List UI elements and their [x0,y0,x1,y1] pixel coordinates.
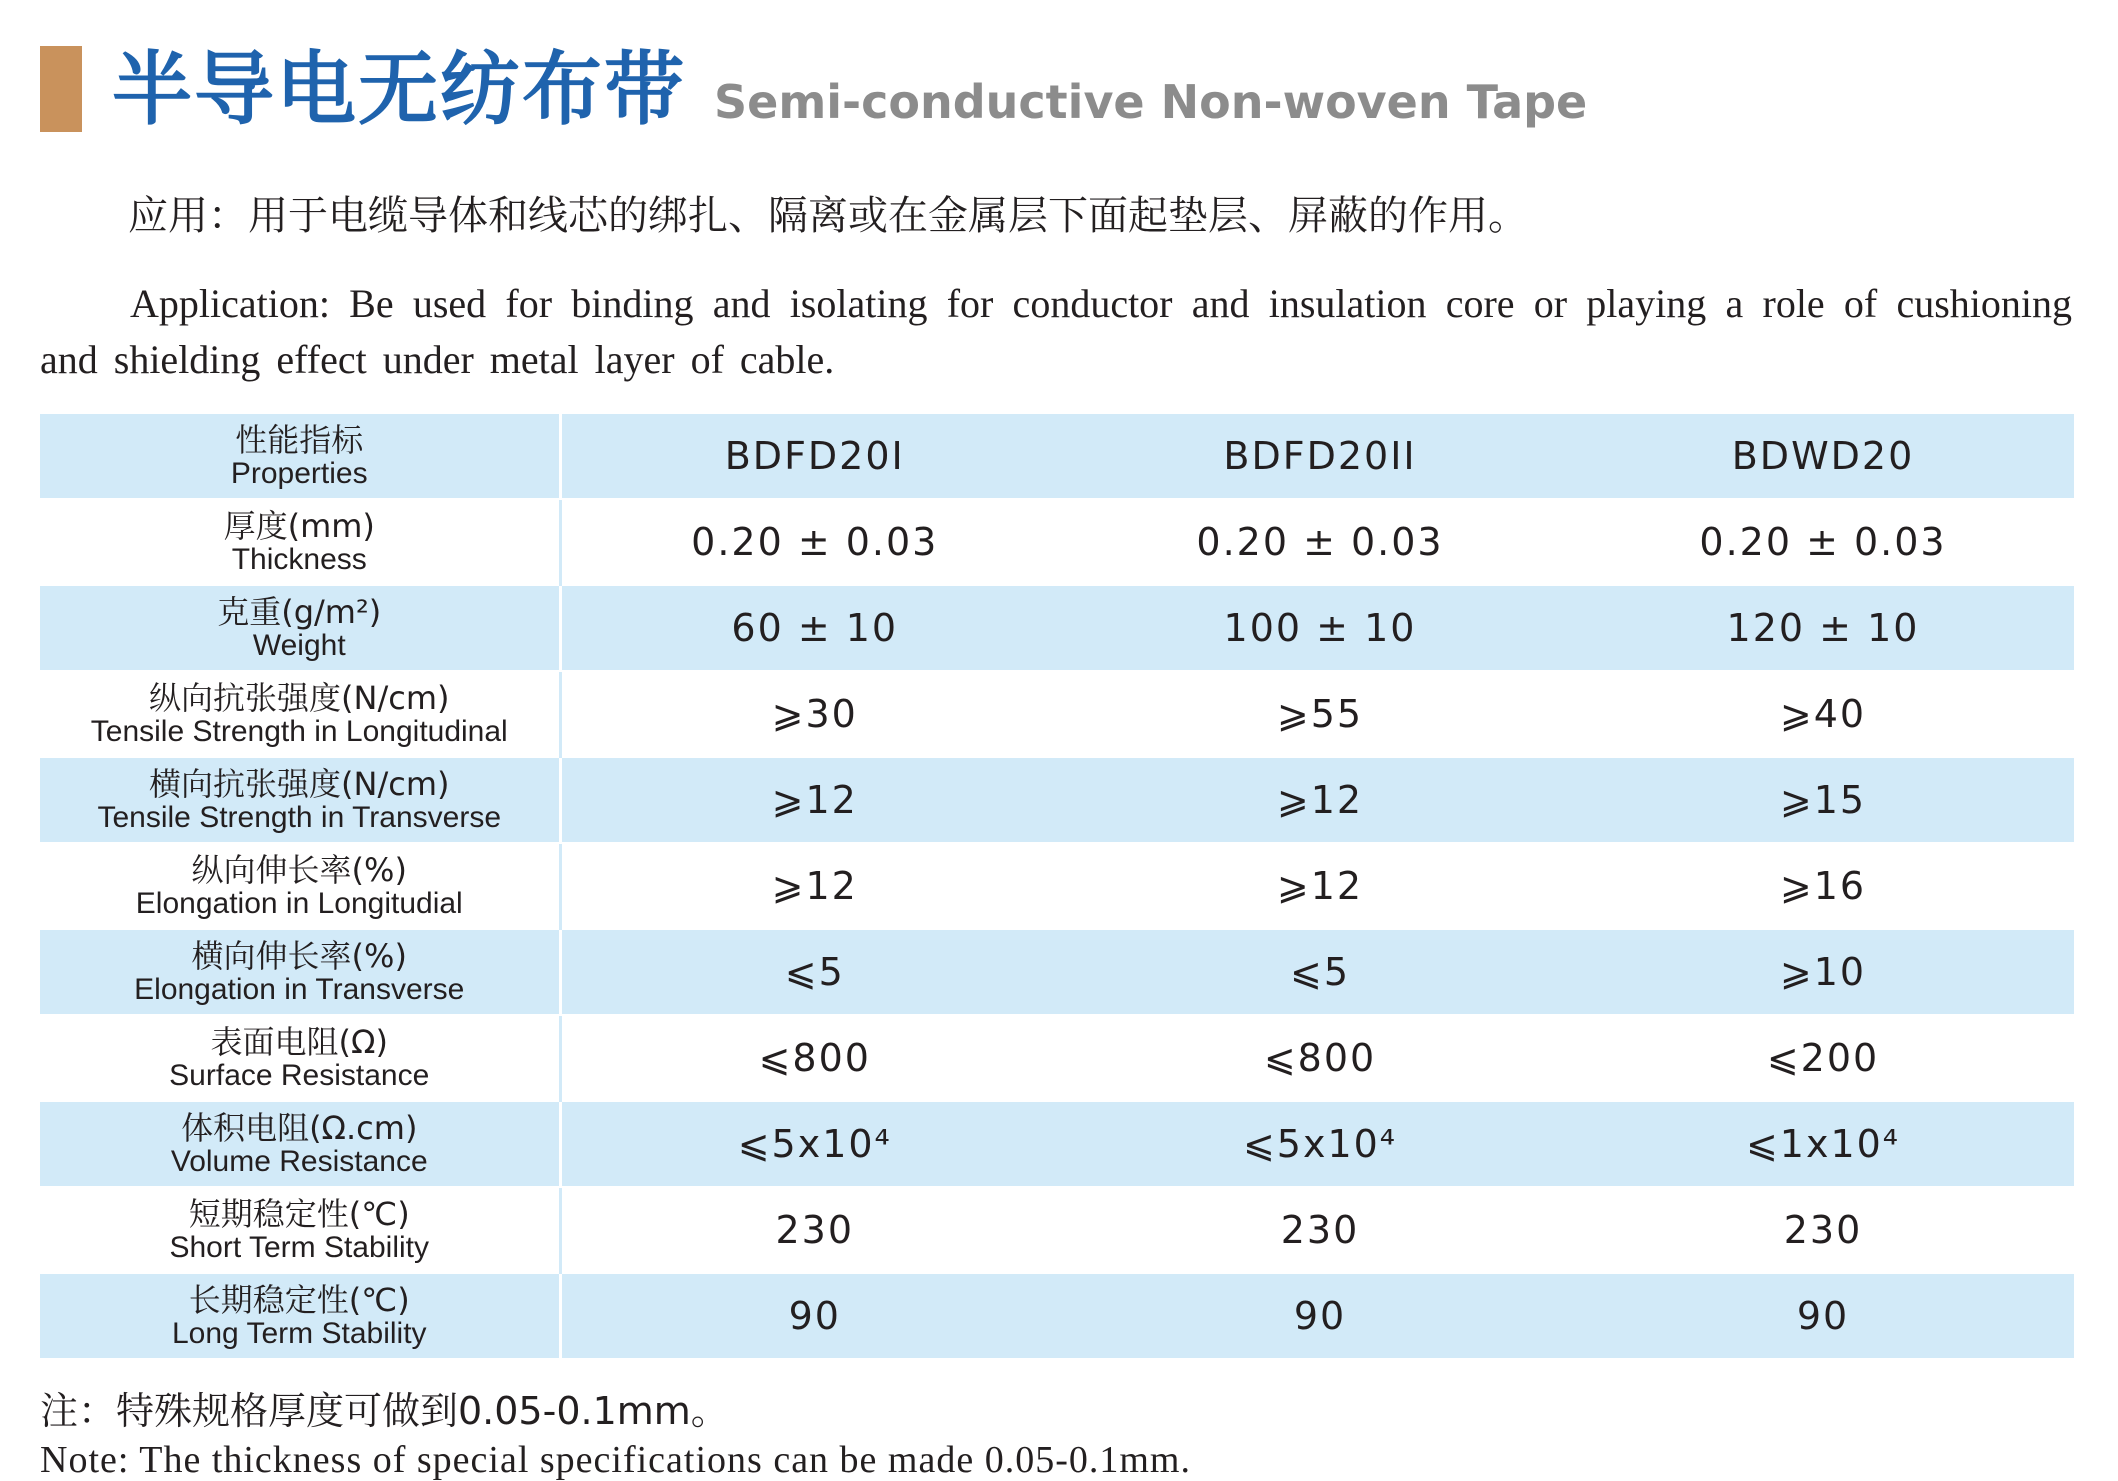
value-cell [1068,585,1572,671]
cell-value: ⩾55 [1276,692,1364,736]
value-cell [1572,929,2074,1015]
row-label-cell [40,1015,560,1101]
row-label-en: Surface Resistance [169,1059,430,1092]
row-label-cell [40,843,560,929]
row-label-en: Elongation in Longitudial [135,887,463,920]
row-label-cell [40,585,560,671]
cell-value: 230 [1280,1208,1360,1252]
cell-value: ⩾16 [1779,864,1867,908]
page-title-en: Semi-conductive Non-woven Tape [714,75,1588,129]
table-row [40,1015,2074,1101]
table-row [40,585,2074,671]
row-label-en: Volume Resistance [170,1145,428,1178]
row-label-en: Thickness [231,543,367,576]
cell-value: ⩽800 [758,1036,871,1080]
header-label-cell [40,414,560,499]
row-label-cell [40,929,560,1015]
row-label-cn: 克重(g/m²) [217,593,382,631]
value-cell [560,671,1068,757]
cell-value: ⩽800 [1263,1036,1377,1080]
cell-value: ⩾30 [771,692,858,736]
note-text-cn: 注：特殊规格厚度可做到0.05-0.1mm。 [40,1389,729,1433]
cell-value: ⩾15 [1779,778,1867,822]
value-cell [1068,1015,1572,1101]
header-label-cn: 性能指标 [235,421,364,459]
value-cell [1572,1015,2074,1101]
value-cell [1068,757,1572,843]
cell-value: ⩾12 [1276,778,1364,822]
row-label-en: Long Term Stability [171,1317,427,1350]
application-text-cn: 应用：用于电缆导体和线芯的绑扎、隔离或在金属层下面起垫层、屏蔽的作用。 [128,193,1528,239]
cell-value: ⩾10 [1779,950,1867,994]
table-row [40,843,2074,929]
table-row [40,1273,2074,1359]
column-header-text: BDFD20I [724,434,905,478]
table-row [40,757,2074,843]
row-label-cn: 表面电阻(Ω) [210,1023,388,1061]
value-cell [560,929,1068,1015]
table-row [40,929,2074,1015]
column-header [1068,414,1572,499]
value-cell [560,1187,1068,1273]
value-cell [1572,1187,2074,1273]
cell-value: 0.20 ± 0.03 [691,520,939,564]
cell-value: ⩽5x10⁴ [737,1122,892,1166]
row-label-cn: 短期稳定性(℃) [188,1195,410,1233]
value-cell [1572,1101,2074,1187]
row-label-cn: 横向伸长率(%) [191,937,407,975]
cell-value: 0.20 ± 0.03 [1699,520,1947,564]
cell-value: 0.20 ± 0.03 [1196,520,1444,564]
row-label-cell [40,1187,560,1273]
row-label-cn: 横向抗张强度(N/cm) [149,765,450,803]
value-cell [1572,757,2074,843]
table-row [40,499,2074,585]
cell-value: ⩽1x10⁴ [1745,1122,1901,1166]
page-title-cn: 半导电无纺布带 [112,43,686,136]
table-header-row [40,414,2074,499]
column-header [560,414,1068,499]
cell-value: ⩽5 [784,950,845,994]
value-cell [1572,585,2074,671]
value-cell [1572,1273,2074,1359]
value-cell [1572,843,2074,929]
value-cell [1068,671,1572,757]
table-row [40,1187,2074,1273]
value-cell [1572,499,2074,585]
value-cell [560,1015,1068,1101]
column-header [1572,414,2074,499]
row-label-en: Short Term Stability [169,1231,430,1264]
table-row [40,1101,2074,1187]
row-label-cn: 纵向伸长率(%) [191,851,407,889]
value-cell [560,1101,1068,1187]
title-accent-bar [40,46,82,132]
cell-value: 100 ± 10 [1223,606,1417,650]
value-cell [1068,1187,1572,1273]
row-label-cn: 体积电阻(Ω.cm) [181,1109,418,1147]
cell-value: 230 [1783,1208,1863,1252]
cell-value: ⩾12 [771,864,858,908]
row-label-en: Weight [252,629,346,662]
cell-value: 120 ± 10 [1726,606,1920,650]
cell-value: 60 ± 10 [731,606,899,650]
row-label-en: Tensile Strength in Longitudinal [90,715,508,748]
cell-value: ⩽200 [1766,1036,1880,1080]
value-cell [1572,671,2074,757]
column-header-text: BDFD20II [1223,434,1417,478]
value-cell [1068,929,1572,1015]
row-label-en: Elongation in Transverse [134,973,465,1006]
row-label-cell [40,1101,560,1187]
cell-value: ⩾40 [1779,692,1867,736]
properties-table [40,414,2074,1360]
row-label-cell [40,671,560,757]
value-cell [1068,499,1572,585]
cell-value: 90 [1293,1294,1347,1338]
value-cell [1068,1273,1572,1359]
row-label-cn: 纵向抗张强度(N/cm) [149,679,450,717]
table-row [40,671,2074,757]
row-label-cell [40,1273,560,1359]
row-label-cn: 厚度(mm) [223,507,375,545]
value-cell [1068,843,1572,929]
cell-value: ⩽5x10⁴ [1242,1122,1398,1166]
cell-value: 90 [1796,1294,1850,1338]
value-cell [560,757,1068,843]
value-cell [560,1273,1068,1359]
cell-value: 230 [775,1208,855,1252]
value-cell [560,843,1068,929]
cell-value: 90 [788,1294,841,1338]
cell-value: ⩾12 [1276,864,1364,908]
value-cell [560,585,1068,671]
column-header-text: BDWD20 [1731,434,1915,478]
value-cell [1068,1101,1572,1187]
note-text-en: Note: The thickness of special specifications can be made 0.05-0.1mm. [40,1439,1191,1481]
row-label-en: Tensile Strength in Transverse [97,801,502,834]
cell-value: ⩽5 [1289,950,1351,994]
row-label-cell [40,499,560,585]
application-text-en: Application: Be used for binding and isolating for conductor and insulation core or playing a role of cushioning and shielding effect under metal layer of cable. [40,281,2072,382]
row-label-cell [40,757,560,843]
cell-value: ⩾12 [771,778,858,822]
row-label-cn: 长期稳定性(℃) [188,1281,410,1319]
header-label-en: Properties [230,457,368,490]
value-cell [560,499,1068,585]
